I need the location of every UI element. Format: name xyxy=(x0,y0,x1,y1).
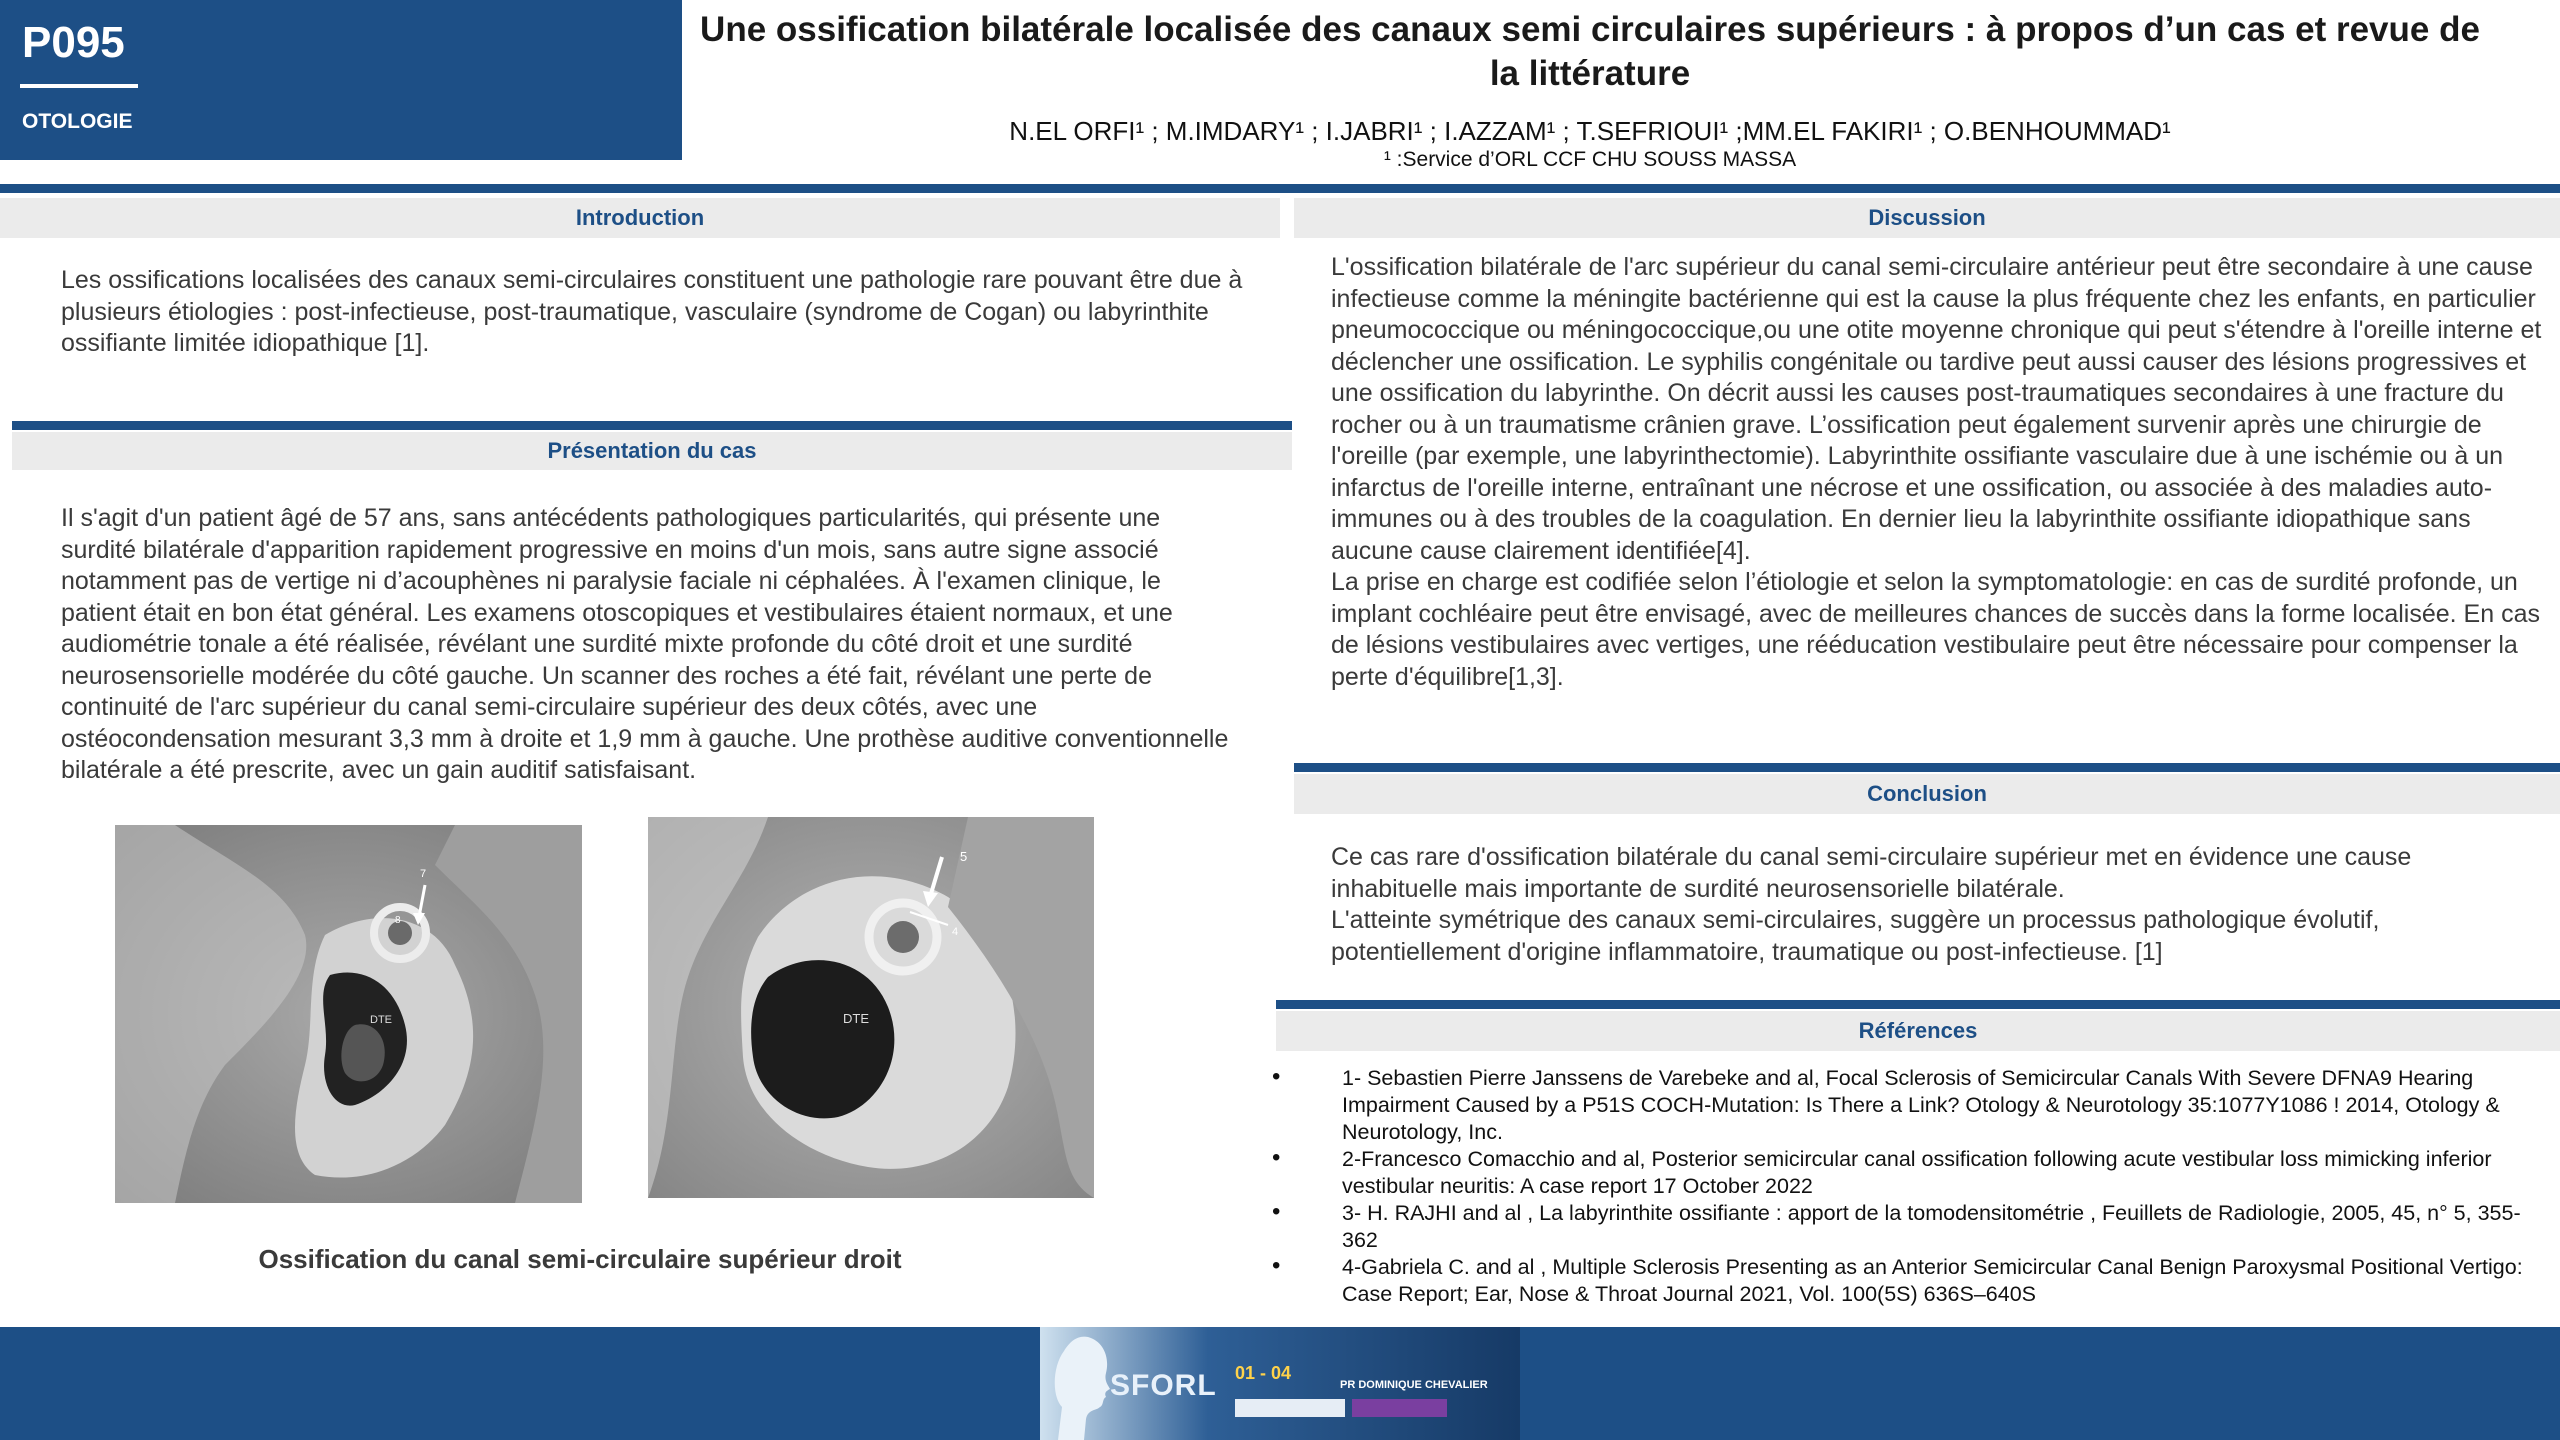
poster-title: Une ossification bilatérale localisée des canaux semi circulaires supérieurs : à propos d’un cas et revue de la littérature xyxy=(700,10,2480,93)
discussion-text xyxy=(1331,252,2543,693)
profile-silhouette-icon xyxy=(1048,1327,1118,1440)
references-heading: Références xyxy=(1276,1011,2560,1051)
congress-president: PR DOMINIQUE CHEVALIER xyxy=(1340,1379,1488,1391)
discussion-paragraph: La prise en charge est codifiée selon l’étiologie et selon la symptomatologie: en cas de surdité profonde, un implant cochléaire peut être envisagé, avec de meilleures chances de succès dans la forme localisée. En cas de lésions vestibulaires avec vertiges, une rééducation vestibulaire peut être nécessaire pour compenser la perte d'équilibre[1,3]. xyxy=(1331,568,2540,691)
figure-caption: Ossification du canal semi-circulaire supérieur droit xyxy=(258,1244,902,1274)
sponsor-chip xyxy=(1352,1399,1447,1417)
ct-right-label-4: 4 xyxy=(952,926,959,938)
affiliation-line: ¹ :Service d’ORL CCF CHU SOUSS MASSA xyxy=(1383,148,1797,171)
bullet-icon: • xyxy=(1272,1144,1281,1171)
introduction-heading: Introduction xyxy=(0,198,1280,238)
poster-category: OTOLOGIE xyxy=(22,110,133,133)
reference-text: 2-Francesco Comacchio and al, Posterior semicircular canal ossification following acute vestibular loss mimicking inferior vestibular neuritis: A case report 17 October 2022 xyxy=(1342,1147,2492,1198)
references-divider xyxy=(1276,1000,2560,1009)
bullet-icon: • xyxy=(1272,1063,1281,1090)
case-divider xyxy=(12,421,1292,430)
sforl-logo: SFORL xyxy=(1110,1369,1217,1402)
conclusion-divider xyxy=(1294,763,2560,772)
conclusion-paragraph: L'atteinte symétrique des canaux semi-circulaires, suggère un processus pathologique évolutif, potentiellement d'origine inflammatoire, traumatique ou post-infectieuse. [1] xyxy=(1331,906,2380,966)
congress-dates: 01 - 04 xyxy=(1235,1363,1292,1383)
congress-banner xyxy=(1040,1327,1520,1440)
reference-text: 1- Sebastien Pierre Janssens de Varebeke and al, Focal Sclerosis of Semicircular Canals With Severe DFNA9 Hearing Impairment Caused by a P51S COCH-Mutation: Is There a Link? Otology & Neurotology 35:1077Y1086 ! 2014, Otology & Neurotology, Inc. xyxy=(1342,1066,2500,1144)
references-list xyxy=(1270,1065,2540,1308)
authors-line: N.EL ORFI¹ ; M.IMDARY¹ ; I.JABRI¹ ; I.AZZAM¹ ; T.SEFRIOUI¹ ;MM.EL FAKIRI¹ ; O.BENHOUMMAD¹ xyxy=(1009,116,2171,146)
conclusion-heading: Conclusion xyxy=(1294,774,2560,814)
reference-item xyxy=(1270,1065,2540,1146)
reference-item xyxy=(1270,1200,2540,1254)
reference-text: 4-Gabriela C. and al , Multiple Sclerosis Presenting as an Anterior Semicircular Canal Benign Paroxysmal Positional Vertigo: Case Report; Ear, Nose & Throat Journal 2021, Vol. 100(5S) 636S–640S xyxy=(1342,1255,2523,1306)
ct-right-label-dte: DTE xyxy=(843,1011,869,1026)
badge-divider xyxy=(20,84,138,88)
reference-item xyxy=(1270,1254,2540,1308)
bullet-icon: • xyxy=(1272,1252,1281,1279)
ct-scan-image-left xyxy=(115,825,582,1203)
reference-item xyxy=(1270,1146,2540,1200)
bullet-icon: • xyxy=(1272,1198,1281,1225)
reference-text: 3- H. RAJHI and al , La labyrinthite ossifiante : apport de la tomodensitométrie , Feuillets de Radiologie, 2005, 45, n° 5, 355-362 xyxy=(1342,1201,2521,1252)
ct-scan-image-right xyxy=(648,817,1094,1198)
case-heading: Présentation du cas xyxy=(12,432,1292,470)
case-text: Il s'agit d'un patient âgé de 57 ans, sans antécédents pathologiques particularités, qui présente une surdité bilatérale d'apparition rapidement progressive en moins d'un mois, sans autre signe associé notamment pas de vertige ni d’acouphènes ni paralysie faciale ni céphalées. À l'examen clinique, le patient était en bon état général. Les examens otoscopiques et vestibulaires étaient normaux, et une audiométrie tonale a été réalisée, révélant une surdité mixte profonde du côté droit et une surdité neurosensorielle modérée du côté gauche. Un scanner des roches a été fait, révélant une perte de continuité de l'arc supérieur du canal semi-circulaire supérieur des deux côtés, avec une ostéocondensation mesurant 3,3 mm à droite et 1,9 mm à gauche. Une prothèse auditive conventionnelle bilatérale a été prescrite, avec un gain auditif satisfaisant. xyxy=(61,504,1229,784)
ct-left-label-7: 7 xyxy=(420,868,427,880)
ct-left-label-dte: DTE xyxy=(370,1014,392,1026)
conclusion-text xyxy=(1331,842,2543,968)
ct-right-label-5: 5 xyxy=(960,849,968,864)
sponsor-chip xyxy=(1235,1399,1345,1417)
poster-badge xyxy=(0,0,682,160)
introduction-text: Les ossifications localisées des canaux semi-circulaires constituent une pathologie rare pouvant être due à plusieurs étiologies : post-infectieuse, post-traumatique, vasculaire (syndrome de Cogan) ou labyrinthite ossifiante limitée idiopathique [1]. xyxy=(61,266,1243,357)
conclusion-paragraph: Ce cas rare d'ossification bilatérale du canal semi-circulaire supérieur met en évidence une cause inhabituelle mais importante de surdité neurosensorielle bilatérale. xyxy=(1331,843,2412,903)
ct-left-label-8: 8 xyxy=(395,915,401,926)
discussion-heading: Discussion xyxy=(1294,198,2560,238)
header-divider xyxy=(0,184,2560,193)
poster-code: P095 xyxy=(22,18,125,67)
discussion-paragraph: L'ossification bilatérale de l'arc supérieur du canal semi-circulaire antérieur peut être secondaire à une cause infectieuse comme la méningite bactérienne qui est la cause la plus fréquente chez les enfants, en particulier pneumococcique ou méningococcique,ou une otite moyenne chronique qui peut s'étendre à l'oreille interne et déclencher une ossification. Le syphilis congénitale ou tardive peut aussi causer des lésions progressives et une ossification du labyrinthe. On décrit aussi les causes post-traumatiques secondaires à une fracture du rocher ou à un traumatisme crânien grave. L’ossification peut également survenir après une chirurgie de l'oreille (par exemple, une labyrinthectomie). Labyrinthite ossifiante vasculaire due à une ischémie ou à un infarctus de l'oreille interne, entraînant une nécrose et une ossification, ou associée à des maladies auto-immunes ou à des troubles de la coagulation. En dernier lieu la labyrinthite ossifiante idiopathique sans aucune cause clairement identifiée[4]. xyxy=(1331,253,2542,565)
